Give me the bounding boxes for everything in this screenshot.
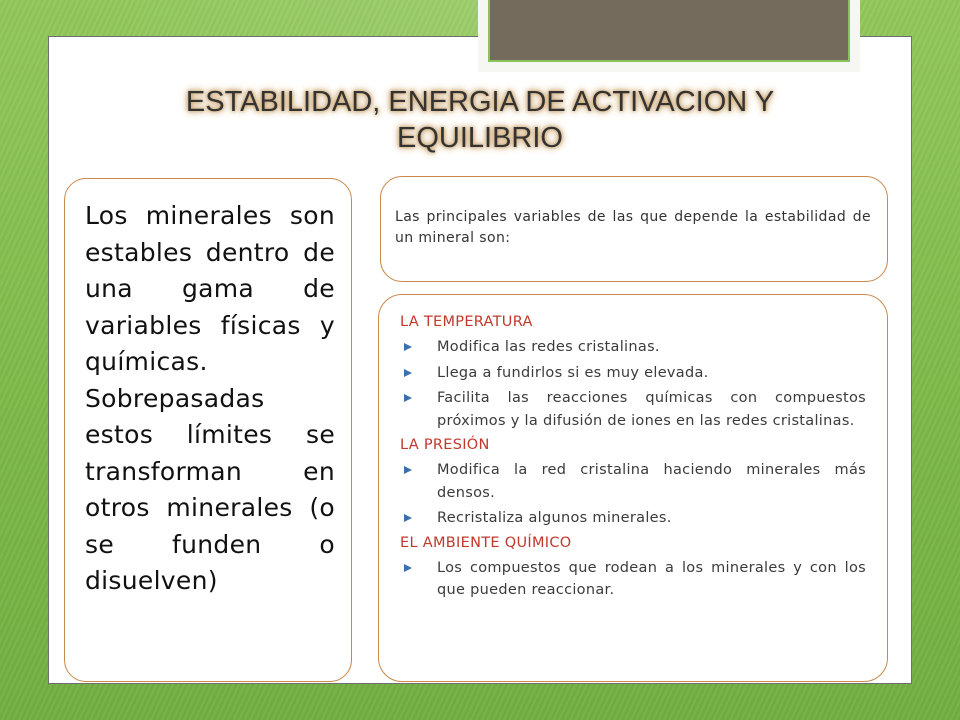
list-item-text: Llega a fundirlos si es muy elevada. xyxy=(437,364,709,381)
list-item-text: Recristaliza algunos minerales. xyxy=(437,510,672,526)
slide-title xyxy=(120,84,840,156)
bullet-arrow-icon xyxy=(404,394,412,402)
section-heading-presion: LA PRESIÓN xyxy=(400,437,490,453)
list-item-text: Los compuestos que rodean a los minerales y con los que pueden reaccionar. xyxy=(437,559,866,598)
intro-paragraph: Las principales variables de las que depende la estabilidad de un mineral son: xyxy=(395,209,871,246)
list-item-text: Facilita las reacciones químicas con compuestos próximos y la difusión de iones en las redes cristalinas. xyxy=(437,390,866,429)
bullet-arrow-icon xyxy=(404,466,412,474)
title-line-2: EQUILIBRIO xyxy=(397,122,563,154)
list-item xyxy=(400,336,866,359)
list-item xyxy=(400,459,866,504)
section-heading-ambiente-quimico: EL AMBIENTE QUÍMICO xyxy=(400,534,572,551)
bullet-arrow-icon xyxy=(404,343,412,351)
list-item xyxy=(400,507,866,530)
bullet-arrow-icon xyxy=(404,564,412,572)
list-item xyxy=(400,362,866,385)
section-heading-temperatura: LA TEMPERATURA xyxy=(400,314,533,330)
bullet-arrow-icon xyxy=(404,369,412,377)
list-item-text: Modifica la red cristalina haciendo minerales más densos. xyxy=(437,462,866,501)
bullet-arrow-icon xyxy=(404,514,412,522)
list-item xyxy=(400,557,866,602)
left-paragraph: Los minerales son estables dentro de una gama de variables físicas y químicas. Sobrepasadas estos límites se transforman en otros minerales (o se funden o disuelven) xyxy=(85,201,335,595)
decorative-tab xyxy=(488,0,850,62)
title-line-1: ESTABILIDAD, ENERGIA DE ACTIVACION Y xyxy=(185,86,775,118)
variables-list xyxy=(400,311,866,604)
list-item-text: Modifica las redes cristalinas. xyxy=(437,339,660,355)
list-item xyxy=(400,387,866,432)
